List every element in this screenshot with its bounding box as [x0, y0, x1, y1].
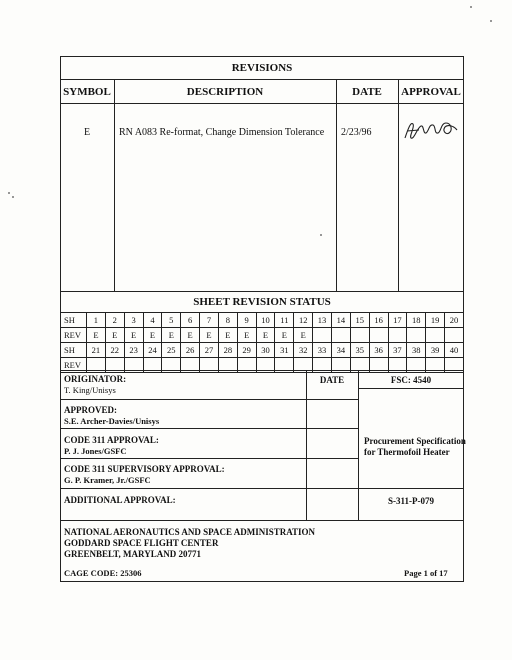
symbol-header: SYMBOL	[63, 86, 111, 98]
sheet-number: 8	[218, 313, 237, 328]
fsc-code: FSC: 4540	[390, 375, 432, 385]
agency-line3: GREENBELT, MARYLAND 20771	[64, 549, 201, 559]
sheet-number: 10	[256, 313, 275, 328]
sheet-number: 7	[200, 313, 219, 328]
sheet-number: 29	[237, 343, 256, 358]
sheet-number: 6	[181, 313, 200, 328]
divider	[60, 428, 358, 429]
rev-label: REV	[61, 328, 87, 343]
approval-signature	[401, 114, 461, 146]
sheet-number: 31	[275, 343, 294, 358]
sheet-revision-table	[60, 312, 464, 373]
sheet-number: 14	[331, 313, 350, 328]
sheet-number: 17	[388, 313, 407, 328]
code311-label: CODE 311 APPROVAL:	[64, 435, 159, 445]
sheet-number: 11	[275, 313, 294, 328]
sheet-number: 15	[350, 313, 369, 328]
rev-value: E	[237, 328, 256, 343]
approved-label: APPROVED:	[64, 405, 117, 415]
divider	[60, 291, 464, 292]
sheet-number: 37	[388, 343, 407, 358]
sheet-number: 30	[256, 343, 275, 358]
sheet-number: 25	[162, 343, 181, 358]
agency-line2: GODDARD SPACE FLIGHT CENTER	[64, 538, 219, 548]
rev-label: REV	[61, 358, 87, 373]
sheet-number: 33	[313, 343, 332, 358]
sheet-number: 32	[294, 343, 313, 358]
sheet-number: 13	[313, 313, 332, 328]
rev-value	[369, 328, 388, 343]
divider	[358, 388, 464, 389]
rev-value	[426, 328, 445, 343]
sheet-number: 21	[87, 343, 106, 358]
rev-value: E	[256, 328, 275, 343]
column-divider	[398, 79, 399, 291]
rev-value: E	[124, 328, 143, 343]
divider	[60, 488, 464, 489]
sheet-number: 39	[426, 343, 445, 358]
revision-symbol: E	[83, 127, 91, 138]
cage-code: CAGE CODE: 25306	[64, 568, 142, 578]
rev-value: E	[218, 328, 237, 343]
additional-approval-label: ADDITIONAL APPROVAL:	[64, 495, 176, 505]
rev-value	[331, 328, 350, 343]
code311-supervisory-value: G. P. Kramer, Jr./GSFC	[64, 475, 151, 485]
sheet-number: 18	[407, 313, 426, 328]
sh-label: SH	[61, 343, 87, 358]
sheet-number: 4	[143, 313, 162, 328]
rev-value	[313, 328, 332, 343]
sheet-number: 23	[124, 343, 143, 358]
divider	[60, 79, 464, 80]
divider	[60, 103, 464, 104]
divider	[60, 370, 464, 371]
scan-speck	[470, 6, 472, 8]
approved-value: S.E. Archer-Davies/Unisys	[64, 416, 160, 426]
rev-value: E	[294, 328, 313, 343]
rev-value: E	[87, 328, 106, 343]
originator-value: T. King/Unisys	[64, 385, 116, 395]
sheet-row-2	[61, 343, 464, 358]
sheet-number: 22	[105, 343, 124, 358]
scan-speck	[8, 192, 10, 194]
approval-header: APPROVAL	[401, 86, 461, 98]
revisions-title: REVISIONS	[231, 62, 293, 74]
sheet-number: 9	[237, 313, 256, 328]
sheet-number: 35	[350, 343, 369, 358]
sheet-number: 20	[445, 313, 464, 328]
sheet-row-1	[61, 313, 464, 328]
sheet-status-title: SHEET REVISION STATUS	[193, 296, 331, 308]
sheet-number: 34	[331, 343, 350, 358]
sheet-number: 16	[369, 313, 388, 328]
scan-speck	[490, 20, 492, 22]
revision-description: RN A083 Re-format, Change Dimension Tolerance	[119, 127, 325, 138]
scan-speck	[12, 196, 14, 198]
doc-title-line1: Procurement Specification	[364, 436, 466, 446]
sheet-number: 12	[294, 313, 313, 328]
column-divider	[114, 79, 115, 291]
description-header: DESCRIPTION	[186, 86, 264, 98]
sheet-number: 28	[218, 343, 237, 358]
page-number: Page 1 of 17	[404, 568, 448, 578]
rev-value: E	[200, 328, 219, 343]
rev-row-1	[61, 328, 464, 343]
sheet-number: 36	[369, 343, 388, 358]
agency-line1: NATIONAL AERONAUTICS AND SPACE ADMINISTRATION	[64, 527, 316, 537]
sheet-number: 26	[181, 343, 200, 358]
divider	[60, 520, 464, 521]
rev-value	[407, 328, 426, 343]
date-label: DATE	[319, 375, 345, 385]
rev-value	[350, 328, 369, 343]
revision-date: 2/23/96	[341, 127, 372, 138]
sheet-number: 38	[407, 343, 426, 358]
rev-value: E	[181, 328, 200, 343]
rev-value	[388, 328, 407, 343]
sheet-number: 1	[87, 313, 106, 328]
rev-value: E	[162, 328, 181, 343]
rev-value: E	[143, 328, 162, 343]
sheet-number: 27	[200, 343, 219, 358]
sheet-number: 2	[105, 313, 124, 328]
doc-title-line2: for Thermofoil Heater	[364, 447, 450, 457]
rev-value	[445, 328, 464, 343]
doc-number: S-311-P-079	[388, 496, 434, 506]
sheet-number: 40	[445, 343, 464, 358]
originator-label: ORIGINATOR:	[64, 374, 127, 384]
rev-value: E	[105, 328, 124, 343]
divider	[60, 458, 358, 459]
divider	[60, 399, 358, 400]
sheet-number: 24	[143, 343, 162, 358]
sheet-number: 3	[124, 313, 143, 328]
sheet-number: 19	[426, 313, 445, 328]
column-divider	[336, 79, 337, 291]
column-divider	[306, 370, 307, 520]
sh-label: SH	[61, 313, 87, 328]
code311-value: P. J. Jones/GSFC	[64, 446, 127, 456]
rev-value: E	[275, 328, 294, 343]
code311-supervisory-label: CODE 311 SUPERVISORY APPROVAL:	[64, 464, 225, 474]
scan-speck	[320, 234, 322, 236]
date-header: DATE	[352, 86, 382, 98]
sheet-number: 5	[162, 313, 181, 328]
